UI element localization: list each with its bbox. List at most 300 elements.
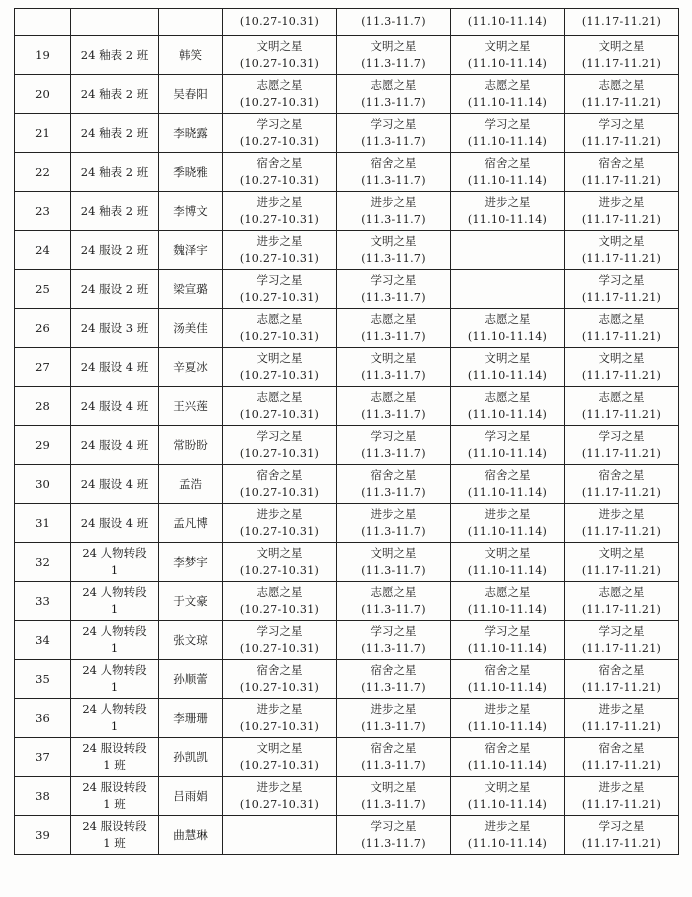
cell-week-3: [451, 777, 565, 816]
week-range: (10.27-10.31): [239, 564, 320, 577]
cell-week-2: [337, 777, 451, 816]
week-range: (11.10-11.14): [467, 603, 548, 616]
week-range: (10.27-10.31): [239, 642, 320, 655]
week-range: (11.3-11.7): [361, 369, 426, 382]
class-line: 24 釉表 2 班: [80, 203, 149, 218]
award-title: 文明之星: [370, 234, 417, 248]
week-range: (11.17-11.21): [581, 720, 662, 733]
week-range: (10.27-10.31): [239, 174, 320, 187]
award-title: 志愿之星: [370, 312, 417, 326]
award-title: 文明之星: [370, 780, 417, 794]
table-row: [15, 582, 679, 621]
week-range: (11.17-11.21): [581, 798, 662, 811]
week-range: (11.3-11.7): [361, 96, 426, 109]
cell-week-1: [223, 816, 337, 855]
week-range: (10.27-10.31): [239, 720, 320, 733]
award-title: 学习之星: [598, 117, 645, 131]
award-title: 文明之星: [256, 351, 303, 365]
week-range: (10.27-10.31): [239, 408, 320, 421]
cell-week-1: [223, 114, 337, 153]
cell-week-3: [451, 543, 565, 582]
cell-week-3: [451, 738, 565, 777]
cell-week-3: [451, 75, 565, 114]
cell-week-2: [337, 309, 451, 348]
award-title: 学习之星: [370, 117, 417, 131]
class-line: 1 班: [103, 797, 126, 811]
week-range: (11.3-11.7): [361, 330, 426, 343]
week-range: (11.10-11.14): [467, 96, 548, 109]
award-title: 进步之星: [598, 780, 645, 794]
week-range: (11.3-11.7): [361, 486, 426, 499]
cell-week-1: [223, 231, 337, 270]
week-range: (11.10-11.14): [467, 525, 548, 538]
cell-week-1: [223, 348, 337, 387]
week-range: (10.27-10.31): [239, 15, 320, 28]
class-line: 1: [110, 641, 119, 655]
table-row: [15, 621, 679, 660]
table-row: [15, 192, 679, 231]
cell-class: [71, 816, 159, 855]
cell-week-1: [223, 543, 337, 582]
cell-name: 韩笑: [159, 36, 223, 75]
cell-no: 39: [15, 816, 71, 855]
award-title: 宿舍之星: [484, 468, 531, 482]
cell-week-3: [451, 582, 565, 621]
week-range: (10.27-10.31): [239, 369, 320, 382]
cell-week-3: [451, 114, 565, 153]
cell-week-2: [337, 231, 451, 270]
award-title: 志愿之星: [484, 78, 531, 92]
week-range: (11.3-11.7): [361, 525, 426, 538]
award-title: 进步之星: [484, 195, 531, 209]
table-row: [15, 114, 679, 153]
cell-week-1: [223, 9, 337, 36]
week-range: (11.10-11.14): [467, 330, 548, 343]
award-title: 文明之星: [598, 39, 645, 53]
week-range: (11.17-11.21): [581, 603, 662, 616]
week-range: (11.10-11.14): [467, 486, 548, 499]
week-range: (11.17-11.21): [581, 96, 662, 109]
award-title: 文明之星: [256, 741, 303, 755]
week-range: (10.27-10.31): [239, 486, 320, 499]
cell-week-2: [337, 348, 451, 387]
cell-class: [71, 309, 159, 348]
week-range: (11.3-11.7): [361, 759, 426, 772]
cell-week-1: [223, 660, 337, 699]
cell-week-3: [451, 660, 565, 699]
class-line: 24 服设转段: [82, 819, 147, 833]
class-line: 24 釉表 2 班: [80, 47, 149, 62]
cell-class: [71, 543, 159, 582]
cell-week-2: [337, 387, 451, 426]
cell-week-1: [223, 465, 337, 504]
cell-no: 32: [15, 543, 71, 582]
award-title: 文明之星: [484, 39, 531, 53]
cell-no: 36: [15, 699, 71, 738]
class-line: 1: [110, 680, 119, 694]
award-title: 进步之星: [256, 507, 303, 521]
class-line: 24 人物转段: [82, 702, 147, 716]
class-line: 24 服设转段: [82, 780, 147, 794]
class-line: 24 釉表 2 班: [80, 86, 149, 101]
cell-class: [71, 582, 159, 621]
week-range: (11.10-11.14): [467, 135, 548, 148]
cell-class: [71, 231, 159, 270]
award-title: 学习之星: [370, 273, 417, 287]
award-title: 学习之星: [484, 624, 531, 638]
cell-class: [71, 114, 159, 153]
cell-week-4: [565, 426, 679, 465]
cell-week-4: [565, 738, 679, 777]
cell-week-2: [337, 543, 451, 582]
table-row: [15, 309, 679, 348]
cell-week-4: [565, 36, 679, 75]
week-range: (11.17-11.21): [581, 408, 662, 421]
award-title: 志愿之星: [256, 312, 303, 326]
cell-week-4: [565, 270, 679, 309]
award-title: 志愿之星: [484, 312, 531, 326]
cell-week-4: [565, 114, 679, 153]
cell-week-4: [565, 699, 679, 738]
award-title: 志愿之星: [370, 585, 417, 599]
cell-no: 33: [15, 582, 71, 621]
cell-week-4: [565, 816, 679, 855]
table-row: [15, 465, 679, 504]
award-title: 学习之星: [598, 624, 645, 638]
week-range: (11.3-11.7): [361, 720, 426, 733]
cell-week-1: [223, 426, 337, 465]
cell-week-1: [223, 582, 337, 621]
cell-no: 22: [15, 153, 71, 192]
week-range: (11.17-11.21): [581, 369, 662, 382]
cell-no: 34: [15, 621, 71, 660]
cell-week-3: [451, 192, 565, 231]
table-row: [15, 231, 679, 270]
award-title: 志愿之星: [370, 390, 417, 404]
week-range: (11.10-11.14): [467, 369, 548, 382]
cell-week-1: [223, 504, 337, 543]
week-range: (11.17-11.21): [581, 57, 662, 70]
cell-week-1: [223, 75, 337, 114]
cell-week-2: [337, 114, 451, 153]
class-line: 24 服设 4 班: [80, 437, 149, 452]
award-title: 文明之星: [598, 546, 645, 560]
class-line: 24 服设 2 班: [80, 242, 149, 257]
cell-name: 常盼盼: [159, 426, 223, 465]
week-range: (11.3-11.7): [361, 135, 426, 148]
award-title: 进步之星: [256, 702, 303, 716]
week-range: (10.27-10.31): [239, 213, 320, 226]
table-row: [15, 504, 679, 543]
award-title: 宿舍之星: [256, 468, 303, 482]
week-range: (11.10-11.14): [467, 15, 548, 28]
cell-no: 23: [15, 192, 71, 231]
cell-no: 38: [15, 777, 71, 816]
award-title: 学习之星: [256, 117, 303, 131]
cell-name: 李梦宇: [159, 543, 223, 582]
award-title: 志愿之星: [256, 78, 303, 92]
week-range: (11.3-11.7): [361, 837, 426, 850]
cell-no: 25: [15, 270, 71, 309]
award-title: 志愿之星: [256, 585, 303, 599]
award-title: 进步之星: [370, 702, 417, 716]
table-row: [15, 75, 679, 114]
cell-no: 28: [15, 387, 71, 426]
week-range: (11.17-11.21): [581, 642, 662, 655]
award-title: 学习之星: [256, 273, 303, 287]
week-range: (11.10-11.14): [467, 837, 548, 850]
table-row: [15, 270, 679, 309]
cell-no: 31: [15, 504, 71, 543]
class-line: 24 服设 4 班: [80, 398, 149, 413]
award-title: 文明之星: [484, 546, 531, 560]
award-title: 学习之星: [598, 819, 645, 833]
week-range: (11.17-11.21): [581, 330, 662, 343]
week-range: (11.3-11.7): [361, 564, 426, 577]
table-row: [15, 660, 679, 699]
cell-week-1: [223, 36, 337, 75]
week-range: (11.10-11.14): [467, 798, 548, 811]
week-range: (11.10-11.14): [467, 564, 548, 577]
class-line: 1: [110, 563, 119, 577]
award-title: 宿舍之星: [484, 741, 531, 755]
award-title: 文明之星: [256, 546, 303, 560]
award-title: 进步之星: [256, 780, 303, 794]
cell-no: 19: [15, 36, 71, 75]
cell-name: 吴春阳: [159, 75, 223, 114]
week-range: (10.27-10.31): [239, 447, 320, 460]
table-row: [15, 816, 679, 855]
cell-week-2: [337, 153, 451, 192]
class-line: 1 班: [103, 836, 126, 850]
cell-week-2: [337, 816, 451, 855]
cell-week-4: [565, 153, 679, 192]
cell-no: 20: [15, 75, 71, 114]
cell-name: 曲慧琳: [159, 816, 223, 855]
cell-class: [71, 192, 159, 231]
cell-name: 魏泽宇: [159, 231, 223, 270]
table-row: [15, 387, 679, 426]
week-range: (11.17-11.21): [581, 486, 662, 499]
cell-class: [71, 9, 159, 36]
cell-week-3: [451, 621, 565, 660]
award-title: 进步之星: [370, 195, 417, 209]
week-range: (11.17-11.21): [581, 447, 662, 460]
week-range: (11.3-11.7): [361, 15, 426, 28]
award-title: 进步之星: [484, 507, 531, 521]
cell-no: 29: [15, 426, 71, 465]
cell-name: 张文琼: [159, 621, 223, 660]
cell-class: [71, 777, 159, 816]
week-range: (11.17-11.21): [581, 525, 662, 538]
week-range: (11.17-11.21): [581, 681, 662, 694]
award-title: 学习之星: [484, 117, 531, 131]
week-range: (10.27-10.31): [239, 291, 320, 304]
cell-week-2: [337, 465, 451, 504]
week-range: (11.3-11.7): [361, 174, 426, 187]
cell-week-3: [451, 426, 565, 465]
award-title: 进步之星: [598, 507, 645, 521]
award-title: 志愿之星: [598, 390, 645, 404]
cell-class: [71, 426, 159, 465]
cell-week-1: [223, 270, 337, 309]
week-range: (11.3-11.7): [361, 57, 426, 70]
cell-week-4: [565, 75, 679, 114]
award-title: 进步之星: [256, 195, 303, 209]
cell-week-2: [337, 75, 451, 114]
week-range: (11.3-11.7): [361, 408, 426, 421]
cell-name: 孙凯凯: [159, 738, 223, 777]
cell-class: [71, 270, 159, 309]
cell-name: 吕雨娟: [159, 777, 223, 816]
cell-week-1: [223, 192, 337, 231]
cell-class: [71, 660, 159, 699]
award-title: 文明之星: [598, 234, 645, 248]
class-line: 24 服设转段: [82, 741, 147, 755]
award-title: 宿舍之星: [370, 663, 417, 677]
cell-name: 王兴莲: [159, 387, 223, 426]
cell-class: [71, 504, 159, 543]
award-title: 进步之星: [598, 702, 645, 716]
cell-name: 于文豪: [159, 582, 223, 621]
cell-week-3: [451, 36, 565, 75]
award-title: 进步之星: [256, 234, 303, 248]
week-range: (10.27-10.31): [239, 135, 320, 148]
cell-week-4: [565, 660, 679, 699]
award-title: 学习之星: [598, 429, 645, 443]
cell-name: 孟凡博: [159, 504, 223, 543]
week-range: (11.10-11.14): [467, 681, 548, 694]
award-title: 文明之星: [484, 780, 531, 794]
award-title: 学习之星: [598, 273, 645, 287]
cell-week-4: [565, 192, 679, 231]
cell-no: 37: [15, 738, 71, 777]
class-line: 1: [110, 719, 119, 733]
cell-class: [71, 36, 159, 75]
cell-week-2: [337, 36, 451, 75]
cell-week-4: [565, 582, 679, 621]
cell-week-3: [451, 153, 565, 192]
cell-name: 梁宣璐: [159, 270, 223, 309]
cell-week-1: [223, 699, 337, 738]
week-range: (11.17-11.21): [581, 291, 662, 304]
week-range: (11.3-11.7): [361, 213, 426, 226]
class-line: 24 服设 4 班: [80, 476, 149, 491]
class-line: 24 服设 4 班: [80, 359, 149, 374]
week-range: (11.17-11.21): [581, 252, 662, 265]
cell-no: 27: [15, 348, 71, 387]
cell-class: [71, 738, 159, 777]
award-title: 学习之星: [256, 429, 303, 443]
cell-name: 孙顺蕾: [159, 660, 223, 699]
cell-no: 24: [15, 231, 71, 270]
cell-week-3: [451, 9, 565, 36]
award-title: 宿舍之星: [484, 156, 531, 170]
table-row: [15, 153, 679, 192]
table-row: [15, 777, 679, 816]
week-range: (11.10-11.14): [467, 408, 548, 421]
cell-week-1: [223, 738, 337, 777]
week-range: (10.27-10.31): [239, 330, 320, 343]
award-title: 宿舍之星: [370, 156, 417, 170]
class-line: 1: [110, 602, 119, 616]
week-range: (11.10-11.14): [467, 174, 548, 187]
award-title: 志愿之星: [484, 390, 531, 404]
week-range: (10.27-10.31): [239, 96, 320, 109]
week-range: (11.10-11.14): [467, 642, 548, 655]
class-line: 24 人物转段: [82, 585, 147, 599]
week-range: (11.10-11.14): [467, 759, 548, 772]
award-title: 进步之星: [370, 507, 417, 521]
cell-week-2: [337, 582, 451, 621]
cell-class: [71, 621, 159, 660]
cell-no: 26: [15, 309, 71, 348]
cell-no: 30: [15, 465, 71, 504]
table-row: [15, 348, 679, 387]
award-title: 进步之星: [598, 195, 645, 209]
cell-name: 李博文: [159, 192, 223, 231]
cell-week-3: [451, 465, 565, 504]
cell-week-1: [223, 621, 337, 660]
award-title: 志愿之星: [370, 78, 417, 92]
cell-week-3: [451, 231, 565, 270]
cell-class: [71, 153, 159, 192]
award-title: 宿舍之星: [598, 741, 645, 755]
award-title: 进步之星: [484, 819, 531, 833]
cell-week-4: [565, 465, 679, 504]
cell-week-4: [565, 543, 679, 582]
cell-week-1: [223, 309, 337, 348]
award-title: 学习之星: [370, 819, 417, 833]
cell-week-2: [337, 426, 451, 465]
class-line: 24 釉表 2 班: [80, 125, 149, 140]
week-range: (11.3-11.7): [361, 447, 426, 460]
class-line: 1 班: [103, 758, 126, 772]
cell-week-3: [451, 504, 565, 543]
award-title: 学习之星: [370, 624, 417, 638]
week-range: (11.10-11.14): [467, 213, 548, 226]
week-range: (10.27-10.31): [239, 681, 320, 694]
award-title: 宿舍之星: [256, 663, 303, 677]
week-range: (11.3-11.7): [361, 603, 426, 616]
week-range: (10.27-10.31): [239, 603, 320, 616]
cell-no: [15, 9, 71, 36]
award-title: 宿舍之星: [256, 156, 303, 170]
cell-week-2: [337, 504, 451, 543]
award-title: 宿舍之星: [370, 741, 417, 755]
award-title: 进步之星: [484, 702, 531, 716]
cell-week-3: [451, 387, 565, 426]
week-range: (10.27-10.31): [239, 798, 320, 811]
award-title: 宿舍之星: [370, 468, 417, 482]
table-row: [15, 543, 679, 582]
cell-name: 孟浩: [159, 465, 223, 504]
award-title: 文明之星: [598, 351, 645, 365]
class-line: 24 釉表 2 班: [80, 164, 149, 179]
cell-week-4: [565, 777, 679, 816]
award-title: 文明之星: [370, 39, 417, 53]
cell-week-4: [565, 348, 679, 387]
cell-week-4: [565, 231, 679, 270]
week-range: (11.17-11.21): [581, 135, 662, 148]
cell-week-4: [565, 387, 679, 426]
cell-week-2: [337, 192, 451, 231]
cell-week-2: [337, 270, 451, 309]
table-row: [15, 699, 679, 738]
cell-week-2: [337, 660, 451, 699]
week-range: (10.27-10.31): [239, 525, 320, 538]
table-row: [15, 738, 679, 777]
